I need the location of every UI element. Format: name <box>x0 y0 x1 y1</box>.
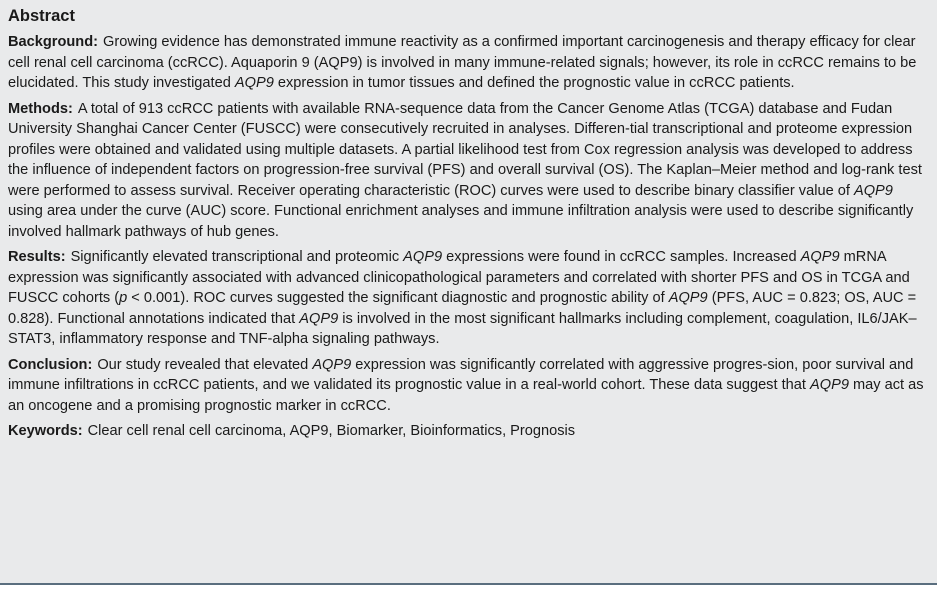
keywords-section <box>8 421 929 442</box>
results-label: Results: <box>8 249 66 265</box>
conclusion-label: Conclusion: <box>8 356 93 373</box>
background-section <box>8 32 929 94</box>
keywords-label: Keywords: <box>8 423 83 439</box>
methods-section <box>8 99 929 243</box>
background-label: Background: <box>8 34 98 50</box>
conclusion-text: Our study revealed that elevated AQP9 expression was significantly correlated with aggressive progres-sion, poor survival and immune infiltrations in ccRCC patients, and we validated its prognostic value in a real-world cohort. These data suggest that AQP9 may act as an oncogene and a promising prognostic marker in ccRCC. <box>8 356 924 414</box>
background-text: Growing evidence has demonstrated immune reactivity as a confirmed important carcinogenesis and therapy efficacy for clear cell renal cell carcinoma (ccRCC). Aquaporin 9 (AQP9) is involved in many immune-related signals; however, its role in ccRCC remains to be elucidated. This study investigated AQP9 expression in tumor tissues and defined the prognostic value in ccRCC patients. <box>8 34 917 91</box>
abstract-heading: Abstract <box>8 7 75 25</box>
results-section <box>8 247 929 350</box>
methods-label: Methods: <box>8 100 73 117</box>
conclusion-section <box>8 355 929 417</box>
methods-text: A total of 913 ccRCC patients with available RNA-sequence data from the Cancer Genome Atlas (TCGA) database and Fudan University Shanghai Cancer Center (FUSCC) were consecutively recruited in analyses. Differen-tial transcriptional and proteome expression profiles were obtained and validated using multiple datasets. A partial likelihood test from Cox regression analysis was developed to address the influence of independent factors on progression-free survival (PFS) and overall survival (OS). The Kaplan–Meier method and log-rank test were performed to assess survival. Receiver operating characteristic (ROC) curves were used to describe binary classifier value of AQP9 using area under the curve (AUC) score. Functional enrichment analyses and immune infiltration analysis were used to describe significantly involved hallmark pathways of hub genes. <box>8 100 922 240</box>
results-text: Significantly elevated transcriptional and proteomic AQP9 expressions were found in ccRCC samples. Increased AQP9 mRNA expression was significantly associated with advanced clinicopathological parameters and correlated with shorter PFS and OS in TCGA and FUSCC cohorts (p < 0.001). ROC curves suggested the significant diagnostic and prognostic ability of AQP9 (PFS, AUC = 0.823; OS, AUC = 0.828). Functional annotations indicated that AQP9 is involved in the most significant hallmarks including complement, coagulation, IL6/JAK–STAT3, inflammatory response and TNF-alpha signaling pathways. <box>8 249 917 347</box>
keywords-text: Clear cell renal cell carcinoma, AQP9, Biomarker, Bioinformatics, Prognosis <box>87 423 576 439</box>
